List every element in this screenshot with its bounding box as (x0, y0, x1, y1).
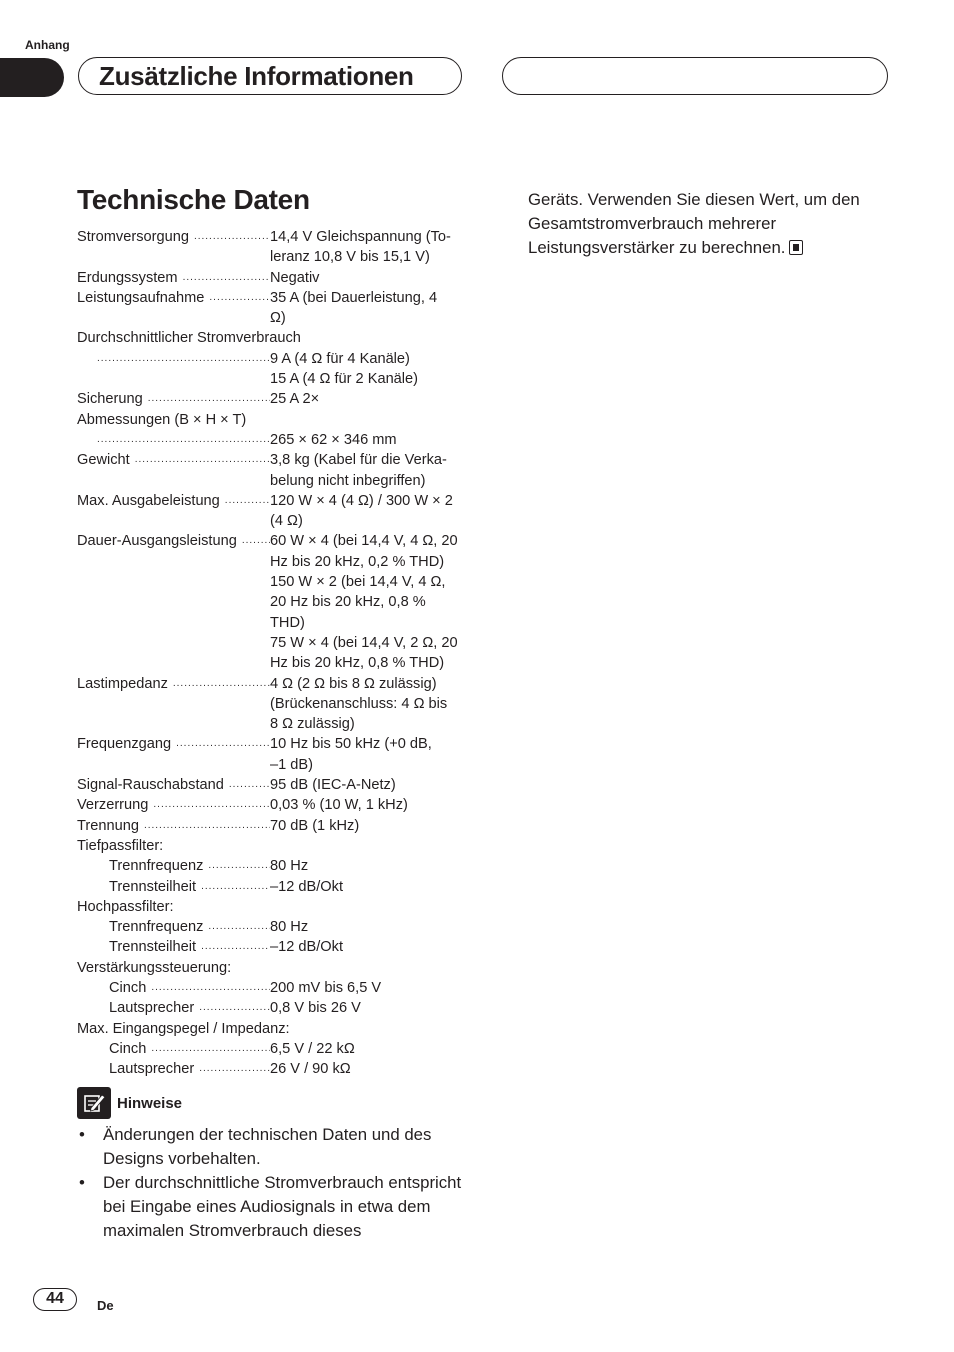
bullet: • (79, 1125, 85, 1144)
spec-value-line: 10 Hz bis 50 kHz (+0 dB, (270, 736, 432, 753)
spec-value-line: 8 Ω zulässig) (270, 716, 355, 733)
spec-value (270, 795, 465, 815)
spec-group-label: Abmessungen (B × H × T) (77, 411, 247, 428)
spec-value-line: 15 A (4 Ω für 2 Kanäle) (270, 371, 419, 388)
spec-row (77, 775, 467, 795)
note-text: Der durchschnittliche Stromverbrauch entspricht bei Eingabe eines Audiosignals in etwa dem maximalen Stromverbrauch dieses (103, 1173, 462, 1240)
spec-row (77, 998, 467, 1018)
spec-value-line: –12 dB/Okt (270, 939, 344, 956)
spec-label-cell (77, 877, 270, 897)
spec-value-line: 6,5 V / 22 kΩ (270, 1040, 355, 1057)
spec-value-line: 150 W × 2 (bei 14,4 V, 4 Ω, (270, 574, 446, 591)
spec-list (77, 227, 467, 1079)
spec-row (77, 491, 467, 532)
notes-title: Hinweise (117, 1094, 183, 1112)
dot-leader (237, 531, 270, 551)
spec-value (270, 227, 465, 268)
spec-row (77, 917, 467, 937)
spec-value-line: 75 W × 4 (bei 14,4 V, 2 Ω, 20 (270, 634, 458, 651)
spec-value-line: 3,8 kg (Kabel für die Verka- (270, 452, 447, 469)
section-tab-marker (0, 58, 64, 97)
spec-label: Frequenzgang (77, 736, 172, 753)
spec-value (270, 937, 465, 957)
spec-value (270, 288, 465, 329)
spec-value-line: (Brückenanschluss: 4 Ω bis (270, 695, 448, 712)
spec-label-cell (77, 917, 270, 937)
spec-label: Sicherung (77, 391, 143, 408)
spec-value (270, 450, 465, 491)
spec-value-line: 9 A (4 Ω für 4 Kanäle) (270, 350, 410, 367)
spec-label-cell (77, 775, 270, 795)
spec-label: Verzerrung (77, 797, 149, 814)
dot-leader (196, 937, 270, 957)
spec-label-cell (77, 998, 270, 1018)
spec-label: Lastimpedanz (77, 675, 168, 692)
dot-leader (224, 775, 270, 795)
spec-value (270, 775, 465, 795)
spec-label-cell (77, 268, 270, 288)
spec-label-cell (77, 430, 270, 450)
dot-leader (220, 491, 270, 511)
spec-value-line: –12 dB/Okt (270, 878, 344, 895)
spec-value (270, 877, 465, 897)
spec-label-cell (77, 288, 270, 329)
spec-label: Cinch (109, 1040, 147, 1057)
section-label: Anhang (25, 38, 70, 52)
spec-label-cell (77, 734, 270, 775)
spec-value-line: 25 A 2× (270, 391, 320, 408)
spec-value-line: leranz 10,8 V bis 15,1 V) (270, 249, 430, 266)
spec-row (77, 734, 467, 775)
spec-label: Signal-Rauschabstand (77, 777, 224, 794)
spec-label: Trennfrequenz (109, 858, 204, 875)
spec-label-cell (77, 816, 270, 836)
dot-leader (143, 389, 270, 409)
end-of-section-icon (789, 240, 803, 255)
spec-value-line: 0,03 % (10 W, 1 kHz) (270, 797, 408, 814)
spec-value (270, 430, 465, 450)
spec-value-line: 20 Hz bis 20 kHz, 0,8 % (270, 594, 426, 611)
spec-label: Max. Ausgabeleistung (77, 492, 220, 509)
spec-label-cell (77, 491, 270, 532)
spec-label: Trennfrequenz (109, 919, 204, 936)
spec-row (77, 937, 467, 957)
dot-leader (139, 816, 270, 836)
spec-value (270, 268, 465, 288)
dot-leader (204, 288, 270, 308)
spec-value (270, 856, 465, 876)
spec-value-line: 80 Hz (270, 858, 309, 875)
spec-label-cell (77, 531, 270, 673)
spec-label-cell (77, 227, 270, 268)
spec-group-label: Durchschnittlicher Stromverbrauch (77, 330, 301, 347)
spec-row (77, 978, 467, 998)
dot-leader (77, 349, 270, 369)
spec-row (77, 674, 467, 735)
spec-row (77, 856, 467, 876)
spec-value-line: (4 Ω) (270, 513, 303, 530)
spec-row (77, 1039, 467, 1059)
spec-value-line: Negativ (270, 269, 320, 286)
spec-group-label: Hochpassfilter: (77, 898, 174, 915)
continued-note-text (528, 188, 888, 260)
spec-value-line: 14,4 V Gleichspannung (To- (270, 229, 451, 245)
spec-row (77, 877, 467, 897)
dot-leader (171, 734, 270, 754)
spec-value-line: 4 Ω (2 Ω bis 8 Ω zulässig) (270, 675, 437, 692)
spec-value-line: Hz bis 20 kHz, 0,8 % THD) (270, 655, 445, 672)
spec-row (77, 227, 467, 268)
spec-row (77, 268, 467, 288)
spec-label: Trennsteilheit (109, 878, 197, 895)
spec-value (270, 816, 465, 836)
spec-value (270, 349, 465, 390)
spec-value-line: 80 Hz (270, 919, 309, 936)
spec-value-line: 200 mV bis 6,5 V (270, 979, 382, 996)
spec-label: Trennsteilheit (109, 939, 197, 956)
continued-text: Geräts. Verwenden Sie diesen Wert, um den Gesamtstromverbrauch mehrerer Leistungsverstärker zu berechnen. (528, 190, 860, 257)
spec-value (270, 998, 465, 1018)
notes-header (77, 1087, 182, 1119)
spec-value-line: belung nicht inbegriffen) (270, 472, 426, 489)
chapter-title: Zusätzliche Informationen (78, 57, 462, 95)
spec-label-cell (77, 978, 270, 998)
spec-row (77, 1059, 467, 1079)
spec-label-cell (77, 389, 270, 409)
spec-value (270, 389, 465, 409)
spec-value (270, 531, 465, 673)
dot-leader (146, 978, 270, 998)
dot-leader (203, 856, 270, 876)
pencil-note-icon (77, 1087, 111, 1119)
spec-row (77, 430, 467, 450)
spec-label-cell (77, 1039, 270, 1059)
spec-value (270, 734, 465, 775)
spec-label: Gewicht (77, 452, 130, 469)
spec-value-line: –1 dB) (270, 756, 313, 773)
dot-leader (194, 998, 270, 1018)
dot-leader (194, 1059, 270, 1079)
spec-label-cell (77, 856, 270, 876)
spec-value-line: 265 × 62 × 346 mm (270, 431, 397, 448)
spec-label-cell (77, 450, 270, 491)
spec-label: Erdungssystem (77, 269, 178, 286)
dot-leader (130, 450, 270, 470)
spec-value (270, 917, 465, 937)
notes-list (77, 1123, 467, 1243)
spec-value (270, 978, 465, 998)
spec-value-line: Hz bis 20 kHz, 0,2 % THD) (270, 553, 445, 570)
spec-value-line: 35 A (bei Dauerleistung, 4 (270, 289, 438, 306)
spec-label-cell (77, 349, 270, 390)
dot-leader (178, 268, 270, 288)
spec-label: Dauer-Ausgangsleistung (77, 533, 237, 550)
spec-value-line: THD) (270, 614, 305, 631)
page-number: 44 (33, 1288, 77, 1311)
spec-label-cell (77, 1059, 270, 1079)
list-item (77, 1123, 467, 1171)
spec-value-line: 26 V / 90 kΩ (270, 1061, 351, 1078)
bullet: • (79, 1173, 85, 1192)
chapter-title-right-frame (502, 57, 888, 95)
spec-group-label: Tiefpassfilter: (77, 837, 164, 854)
note-text: Änderungen der technischen Daten und des Designs vorbehalten. (103, 1125, 432, 1168)
dot-leader (196, 877, 270, 897)
spec-row (77, 288, 467, 329)
spec-label: Lautsprecher (109, 1061, 195, 1078)
spec-value-line: 60 W × 4 (bei 14,4 V, 4 Ω, 20 (270, 533, 458, 550)
list-item (77, 1171, 467, 1243)
spec-value-line: Ω) (270, 310, 286, 327)
spec-value (270, 1039, 465, 1059)
dot-leader (189, 227, 270, 247)
spec-group-label: Max. Eingangspegel / Impedanz: (77, 1020, 290, 1037)
spec-row (77, 816, 467, 836)
spec-value (270, 491, 465, 532)
spec-value-line: 0,8 V bis 26 V (270, 1000, 361, 1017)
spec-label: Leistungsaufnahme (77, 289, 205, 306)
spec-row (77, 795, 467, 815)
spec-label-cell (77, 937, 270, 957)
spec-label: Trennung (77, 817, 139, 834)
spec-label-cell (77, 674, 270, 735)
language-code: De (97, 1298, 114, 1313)
page-heading: Technische Daten (77, 184, 310, 215)
spec-value (270, 674, 465, 735)
spec-value-line: 95 dB (IEC-A-Netz) (270, 777, 396, 794)
dot-leader (146, 1039, 270, 1059)
dot-leader (77, 430, 270, 450)
dot-leader (168, 674, 270, 694)
spec-label: Cinch (109, 979, 147, 996)
spec-group-label: Verstärkungssteuerung: (77, 959, 232, 976)
spec-row (77, 450, 467, 491)
spec-value (270, 1059, 465, 1079)
dot-leader (203, 917, 270, 937)
spec-label-cell (77, 795, 270, 815)
spec-row (77, 389, 467, 409)
spec-label: Stromversorgung (77, 229, 189, 245)
spec-value-line: 120 W × 4 (4 Ω) / 300 W × 2 (270, 492, 453, 509)
spec-row (77, 349, 467, 390)
spec-label: Lautsprecher (109, 1000, 195, 1017)
spec-row (77, 531, 467, 673)
dot-leader (148, 795, 270, 815)
spec-value-line: 70 dB (1 kHz) (270, 817, 360, 834)
